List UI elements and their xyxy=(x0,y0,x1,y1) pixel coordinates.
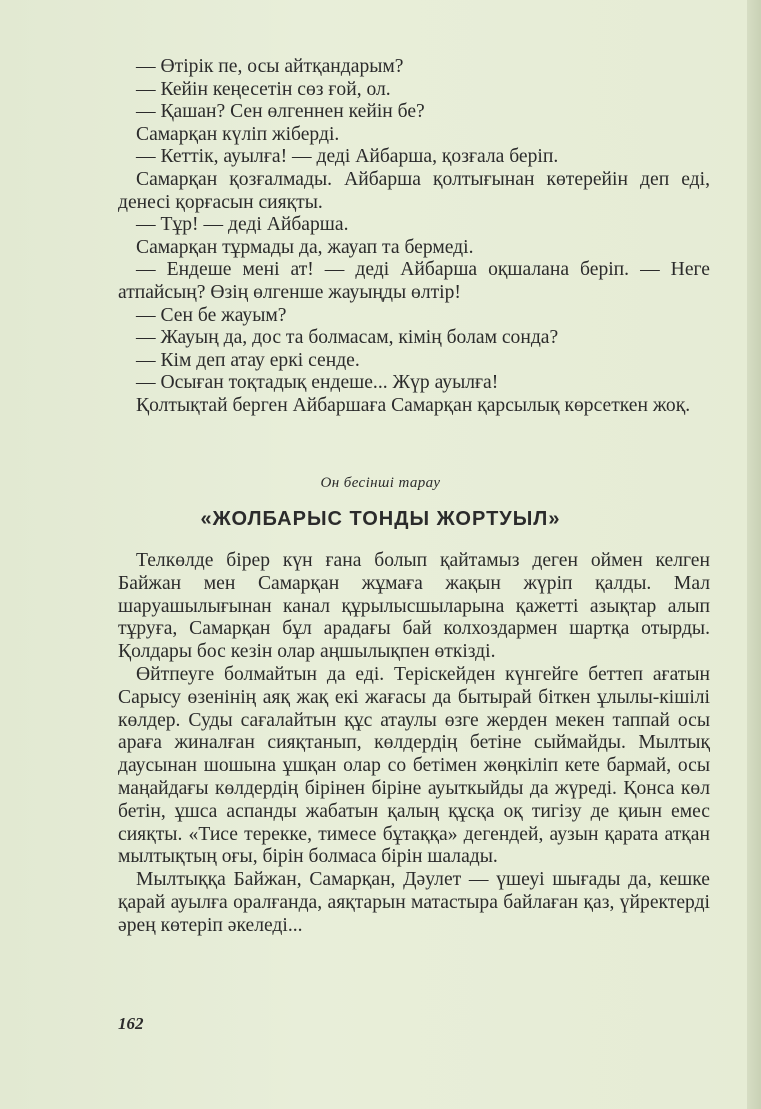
chapter-title: «ЖОЛБАРЫС ТОНДЫ ЖОРТУЫЛ» xyxy=(200,508,561,530)
narration-line: Самарқан тұрмады да, жауап та бермеді. xyxy=(136,236,474,258)
narration-line: Қолтықтай берген Айбаршаға Самарқан қарсылық көрсеткен жоқ. xyxy=(136,394,691,416)
dialogue-section xyxy=(118,56,710,418)
dialogue-line: — Кейін кеңесетін сөз ғой, ол. xyxy=(136,78,391,100)
narration-line: Самарқан күліп жіберді. xyxy=(136,123,340,145)
narration-line: Самарқан қозғалмады. Айбарша қолтығынан көтерейін деп еді, денесі қорғасын сияқты. xyxy=(118,168,710,213)
chapter-number: Он бесінші тарау xyxy=(320,475,441,491)
dialogue-line: — Өтірік пе, осы айтқандарым? xyxy=(136,56,404,77)
paragraph: Телкөлде бірер күн ғана болып қайтамыз деген оймен келген Байжан мен Самарқан жұмаға жақын жүріп қалды. Мал шаруашылығынан канал құрылысшыларына қажетті азықтар алып тұруға, Самарқан бұл арадағы бай колхоздармен шартқа отырды. Қолдары бос кезін олар аңшылықпен өткізді. xyxy=(118,550,710,663)
paragraph: Мылтыққа Байжан, Самарқан, Дәулет — үшеуі шығады да, кешке қарай ауылға оралғанда, аяқтарын матастыра байлаған қаз, үйректерді әрең көтеріп әкеледі... xyxy=(118,869,710,936)
paragraph: Өйтпеуге болмайтын да еді. Терiскейден күнгейге беттеп ағатын Сарысу өзенінің аяқ жақ екі жағасы да бытырай біткен ұлылы-кішілі көлдер. Суды сағалайтын құс атаулы өзге жерден мекен таппай осы араға жиналған сияқтанып, көлдердің бетіне сыймайды. Мылтық даусынан шошына ұшқан олар со бетімен жөңкіліп кете бармай, осы маңайдағы көлдердің бірінен біріне ауыткыйды да жүреді. Қонса көл бетін, ұшса аспанды жабатын қалың құсқа оқ тигізу де қиын емес сияқты. «Тисе терекке, тимесе бұтаққа» дегендей, аузын қарата атқан мылтықтың оғы, бірін болмаса бірін шалады. xyxy=(118,663,710,868)
chapter-body xyxy=(118,550,710,938)
dialogue-line: — Қашан? Сен өлгеннен кейін бе? xyxy=(136,101,425,123)
page-edge xyxy=(747,0,761,1109)
dialogue-line: — Жауың да, дос та болмасам, кімің болам сонда? xyxy=(136,327,559,349)
dialogue-line: — Ендеше мені ат! — деді Айбарша оқшалана беріп. — Неге атпайсың? Өзің өлгенше жауыңды өлтір! xyxy=(118,259,710,303)
page-number: 162 xyxy=(118,1014,144,1033)
dialogue-line: — Тұр! — деді Айбарша. xyxy=(136,214,349,236)
dialogue-line: — Осыған тоқтадық ендеше... Жүр ауылға! xyxy=(136,372,499,394)
dialogue-line: — Кім деп атау еркі сенде. xyxy=(136,349,360,371)
dialogue-line: — Сен бе жауым? xyxy=(136,304,287,326)
dialogue-line: — Кеттік, ауылға! — деді Айбарша, қозғала беріп. xyxy=(136,146,559,168)
